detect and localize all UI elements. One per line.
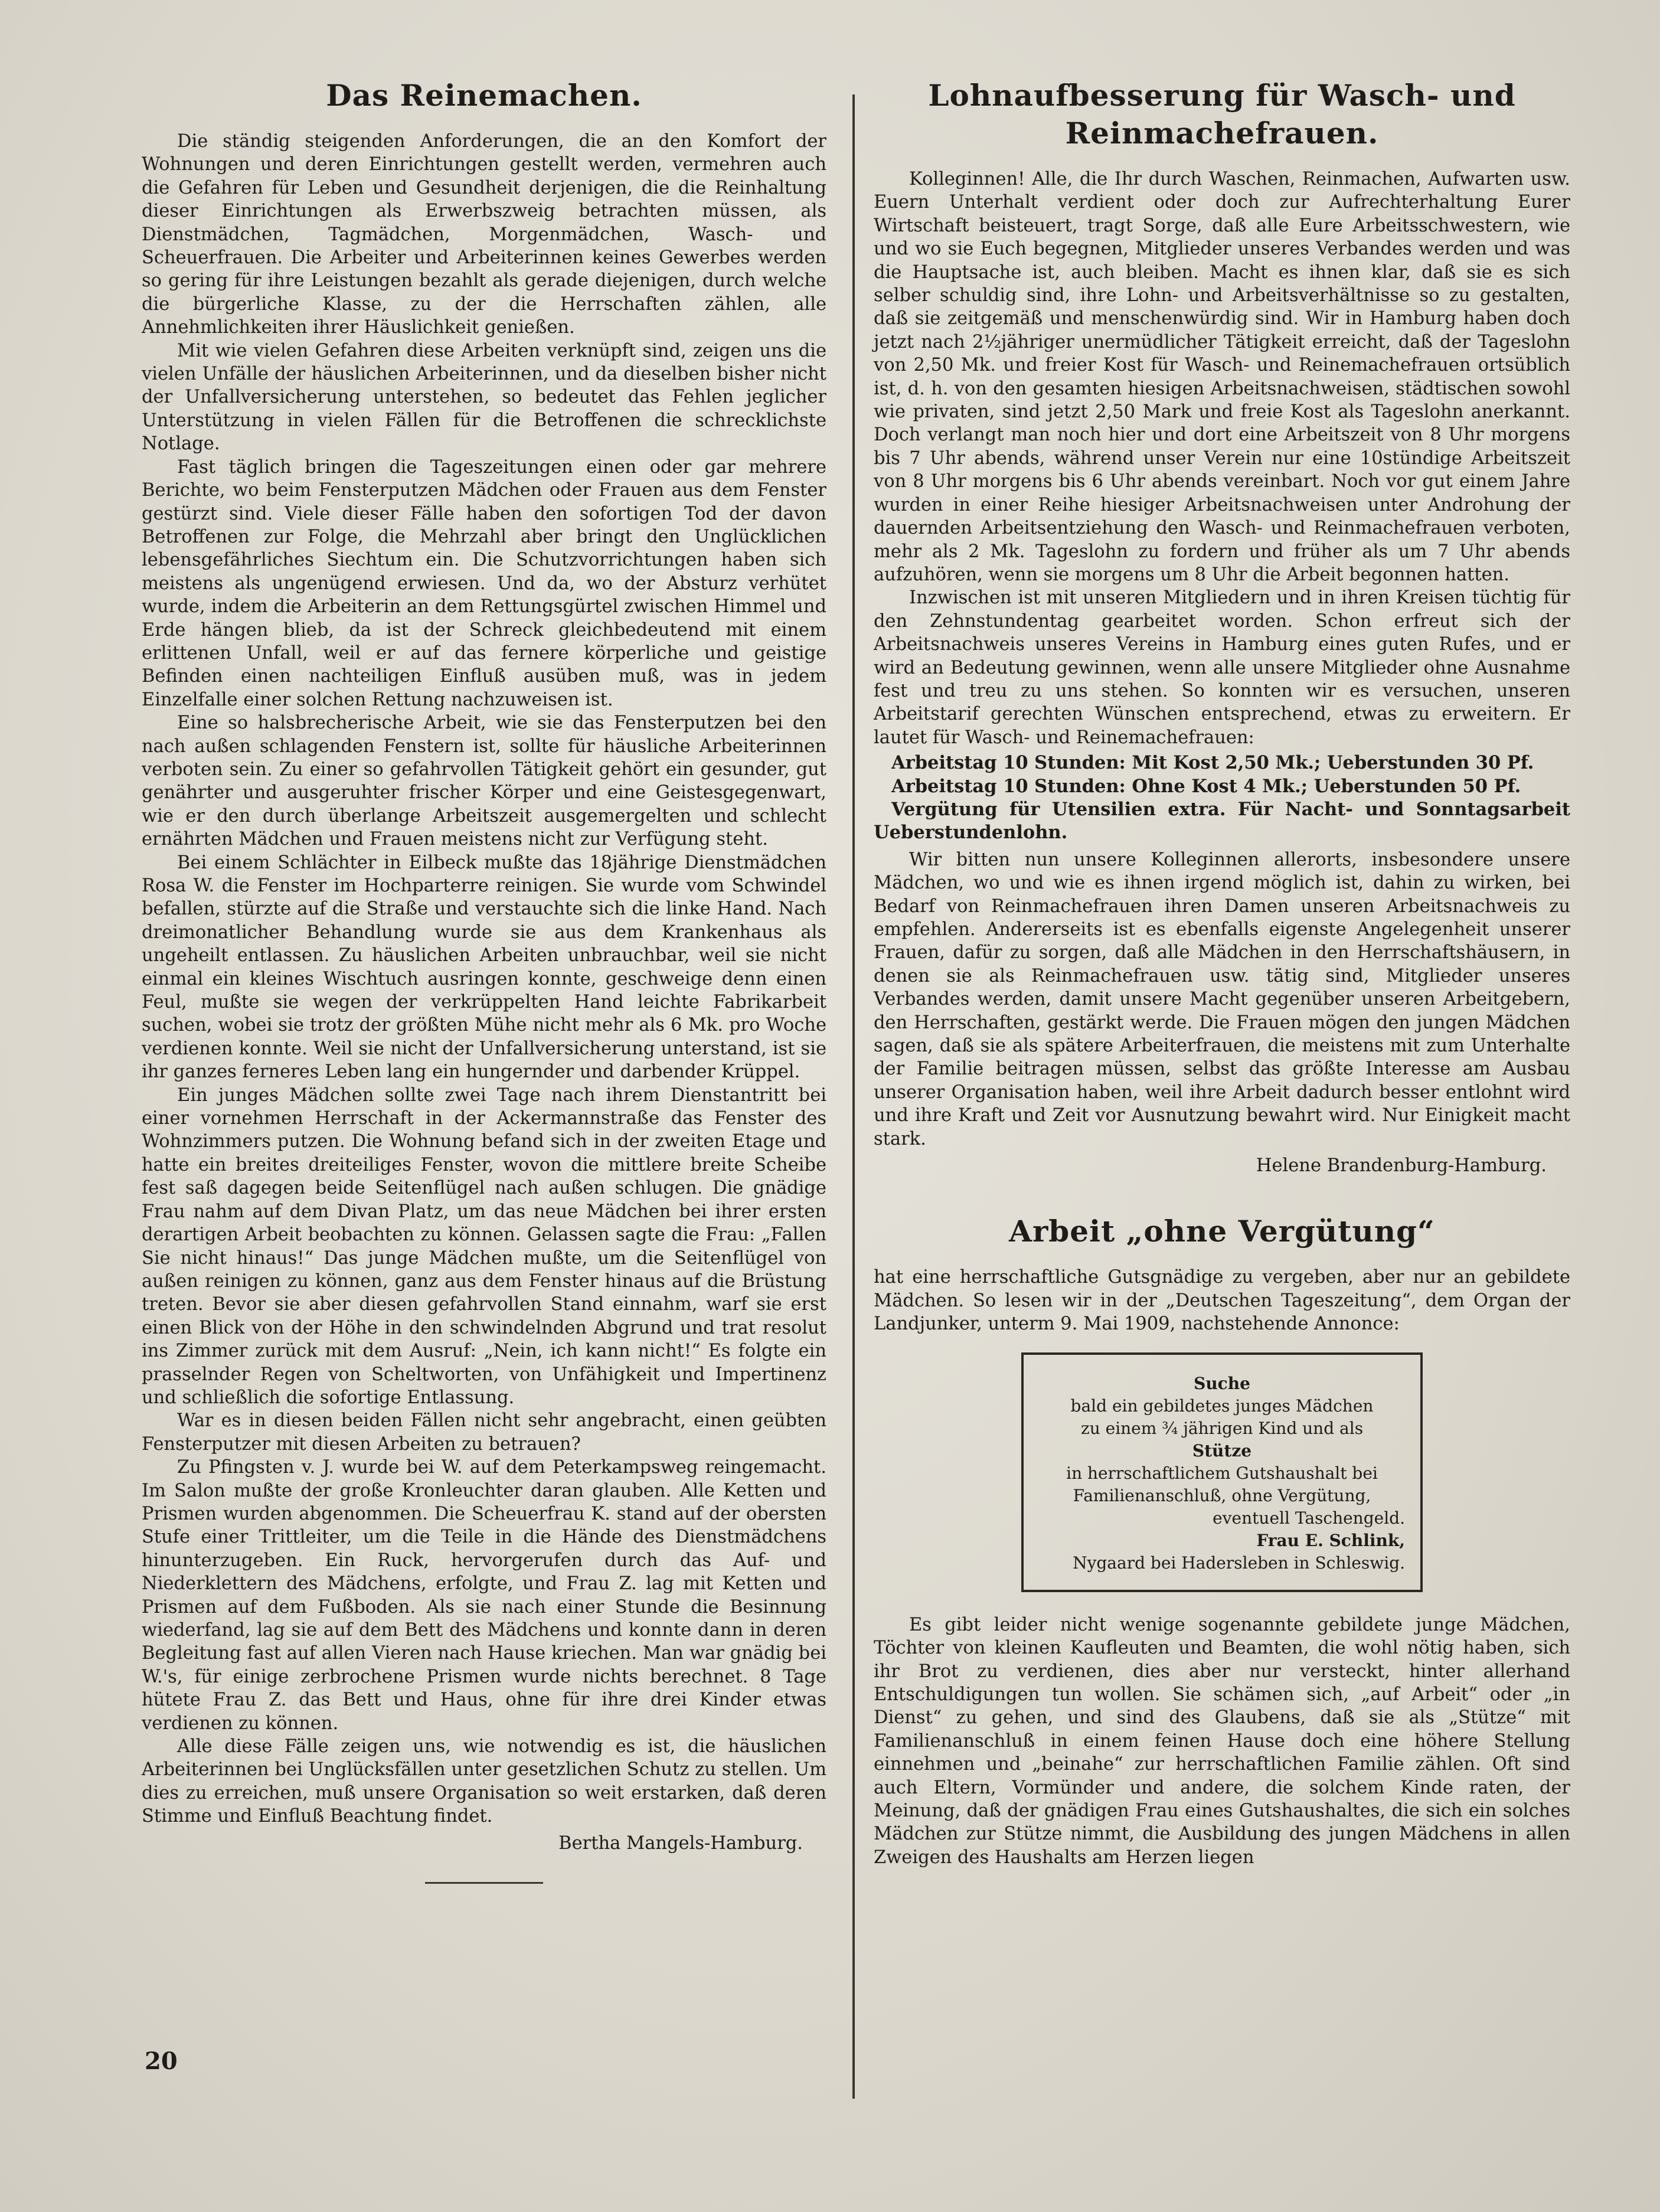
paragraph: Zu Pfingsten v. J. wurde bei W. auf dem Peterkampsweg reingemacht. Im Salon mußte der große Kronleuchter daran glauben. Alle Ketten und Prismen wurden abgenommen. Die Scheuerfrau K. stand auf der obersten Stufe einer Trittleiter, um die Teile in die Hände des Dienstmädchens hinunterzugeben. Ein Ruck, hervorgerufen durch das Auf- und Niederklettern des Mädchens, erfolgte, und Frau Z. lag mit Ketten und Prismen auf dem Fußboden. Als sie nach einer Stunde die Besinnung wiederfand, lag sie auf dem Bett des Mädchens und konnte dann in deren Begleitung fast auf allen Vieren nach Hause kriechen. Man war gnädig bei W.'s, für einige zerbrochene Prismen wurde nichts berechnet. 8 Tage hütete Frau Z. das Bett und Haus, ohne für ihre drei Kinder etwas verdienen zu können. (142, 1457, 826, 1734)
article-title: Das Reinemachen. (326, 78, 642, 113)
page-number: 20 (145, 2047, 178, 2075)
article-title: Lohnaufbesserung für Wasch- und Reinmachefrauen. (928, 78, 1516, 151)
author-signature: Bertha Mangels-Hamburg. (558, 1832, 803, 1854)
tariff-line: Arbeitstag 10 Stunden: Ohne Kost 4 Mk.; Ueberstunden 50 Pf. (891, 775, 1521, 797)
paragraph: Alle diese Fälle zeigen uns, wie notwendig es ist, die häuslichen Arbeiterinnen bei Unglücksfällen unter gesetzlichen Schutz zu stellen. Um dies zu erreichen, muß unsere Organisation so weit erstarken, daß deren Stimme und Einfluß Beachtung findet. (142, 1736, 826, 1827)
tariff-line: Vergütung für Utensilien extra. Für Nacht- und Sonntagsarbeit Ueberstundenlohn. (874, 798, 1570, 844)
paragraph: Mit wie vielen Gefahren diese Arbeiten verknüpft sind, zeigen uns die vielen Unfälle der häuslichen Arbeiterinnen, und da dieselben bisher nicht der Unfallversicherung unterstehen, so bedeutet das Fehlen jeglicher Unterstützung in vielen Fällen für die Betroffenen die schrecklichste Notlage. (142, 340, 826, 455)
advertisement-box (1021, 1352, 1423, 1592)
paragraph: Bei einem Schlächter in Eilbeck mußte das 18jährige Dienstmädchen Rosa W. die Fenster im Hochparterre reinigen. Sie wurde vom Schwindel befallen, stürzte auf die Straße und verstauchte sich die linke Hand. Nach dreimonatlicher Behandlung wurde sie aus dem Krankenhaus als ungeheilt entlassen. Zu häuslichen Arbeiten unbrauchbar, weil sie nicht einmal ein kleines Wischtuch ausringen konnte, geschweige denn einen Feul, mußte sie wegen der verkrüppelten Hand leichte Fabrikarbeit suchen, wobei sie trotz der größten Mühe nicht mehr als 6 Mk. pro Woche verdienen konnte. Weil sie nicht der Unfallversicherung unterstand, ist sie ihr ganzes ferneres Leben lang ein hungernder und darbender Krüppel. (142, 852, 826, 1083)
ad-line: in herrschaftlichem Gutshaushalt bei (1066, 1463, 1378, 1483)
ad-name: Frau E. Schlink, (1256, 1530, 1405, 1550)
ad-line: bald ein gebildetes junges Mädchen (1070, 1396, 1374, 1416)
end-rule (425, 1882, 543, 1884)
author-signature: Helene Brandenburg-Hamburg. (1256, 1155, 1547, 1177)
paragraph: Kolleginnen! Alle, die Ihr durch Waschen, Reinmachen, Aufwarten usw. Euern Unterhalt verdient oder doch zur Aufrechterhaltung Eurer Wirtschaft beisteuert, tragt Sorge, daß alle Eure Arbeitsschwestern, wie und wo sie Euch begegnen, Mitglieder unseres Verbandes werden und was die Hauptsache ist, auch bleiben. Macht es ihnen klar, daß sie es sich selber schuldig sind, ihre Lohn- und Arbeitsverhältnisse so zu gestalten, daß sie zeitgemäß und menschenwürdig sind. Wir in Hamburg haben doch jetzt nach 2½jähriger unermüdlicher Tätigkeit erreicht, daß der Tageslohn von 2,50 Mk. und freier Kost für Wasch- und Reinemachefrauen ortsüblich ist, d. h. von den gesamten hiesigen Arbeitsnachweisen, städtischen sowohl wie privaten, sind jetzt 2,50 Mark und freie Kost als Tageslohn anerkannt. Doch verlangt man noch hier und dort eine Arbeitszeit von 8 Uhr morgens bis 7 Uhr abends, während unser Verein nur eine 10stündige Arbeitszeit von 8 Uhr morgens bis 6 Uhr abends vereinbart. Noch vor gut einem Jahre wurden in einer Reihe hiesiger Arbeitsnachweisen unter Androhung der dauernden Arbeitsentziehung den Wasch- und Reinmachefrauen verboten, mehr als 2 Mk. Tageslohn zu fordern und früher als um 7 Uhr abends aufzuhören, wenn sie morgens um 8 Uhr die Arbeit begonnen hatten. (874, 169, 1570, 585)
ad-heading: Stütze (1192, 1440, 1252, 1460)
paragraph: Wir bitten nun unsere Kolleginnen allerorts, insbesondere unsere Mädchen, wo und wie es ihnen irgend möglich ist, dahin zu wirken, bei Bedarf von Reinmachefrauen ihren Damen unseren Arbeitsnachweis zu empfehlen. Andererseits ist es ebenfalls eigenste Angelegenheit unserer Frauen, dafür zu sorgen, daß alle Mädchen in den Herrschaftshäusern, in denen sie als Reinmachefrauen usw. tätig sind, Mitglieder unseres Verbandes werden, damit unsere Macht gegenüber unseren Arbeitgebern, den Herrschaften, gestärkt werde. Die Frauen mögen den jungen Mädchen sagen, daß sie als spätere Arbeiterfrauen, die meistens mit zum Unterhalte der Familie beitragen müssen, selbst das größte Interesse am Ausbau unserer Organisation haben, weil ihre Arbeit dadurch besser entlohnt wird und ihre Kraft und Zeit vor Ausnutzung bewahrt wird. Nur Einigkeit macht stark. (874, 849, 1570, 1149)
paragraph: Eine so halsbrecherische Arbeit, wie sie das Fensterputzen bei den nach außen schlagenden Fenstern ist, sollte für häusliche Arbeiterinnen verboten sein. Zu einer so gefahrvollen Tätigkeit gehört ein gesunder, gut genährter und ausgeruhter frischer Körper und eine Geistesgegenwart, wie er den durch überlange Arbeitszeit ausgemergelten und schlecht ernährten Mädchen und Frauen meistens nicht zur Verfügung steht. (142, 713, 826, 850)
paragraph: War es in diesen beiden Fällen nicht sehr angebracht, einen geübten Fensterputzer mit diesen Arbeiten zu betrauen? (142, 1410, 826, 1455)
article-das-reinemachen (142, 77, 826, 1884)
ad-line: eventuell Taschengeld. (1213, 1508, 1405, 1528)
tariff-line: Arbeitstag 10 Stunden: Mit Kost 2,50 Mk.; Ueberstunden 30 Pf. (891, 752, 1534, 774)
paragraph: Die ständig steigenden Anforderungen, die an den Komfort der Wohnungen und deren Einrichtungen gestellt werden, vermehren auch die Gefahren für Leben und Gesundheit derjenigen, die die Reinhaltung dieser Einrichtungen als Erwerbszweig betrachten müssen, als Dienstmädchen, Tagmädchen, Morgenmädchen, Wasch- und Scheuerfrauen. Die Arbeiter und Arbeiterinnen keines Gewerbes werden so gering für ihre Leistungen bezahlt als gerade diejenigen, durch welche die bürgerliche Klasse, zu der die Herrschaften zählen, alle Annehmlichkeiten ihrer Häuslichkeit genießen. (142, 131, 826, 338)
paragraph: Ein junges Mädchen sollte zwei Tage nach ihrem Dienstantritt bei einer vornehmen Herrschaft in der Ackermannstraße das Fenster des Wohnzimmers putzen. Die Wohnung befand sich in der zweiten Etage und hatte ein breites dreiteiliges Fenster, wovon die mittlere breite Scheibe fest saß dagegen beide Seitenflügel nach außen schlugen. Die gnädige Frau nahm auf dem Divan Platz, um das neue Mädchen bei ihrer ersten derartigen Arbeit beobachten zu können. Gelassen sagte die Frau: „Fallen Sie nicht hinaus!“ Das junge Mädchen mußte, um die Seitenflügel von außen reinigen zu können, ganz aus dem Fenster hinaus auf die Brüstung treten. Bevor sie aber diesen gefahrvollen Stand einnahm, warf sie erst einen Blick von der Höhe in den schwindelnden Abgrund und trat resolut ins Zimmer zurück mit dem Ausruf: „Nein, ich kann nicht!“ Es folgte ein prasselnder Regen von Scheltworten, von Unfähigkeit und Impertinenz und schließlich die sofortige Entlassung. (142, 1084, 826, 1408)
paragraph: Inzwischen ist mit unseren Mitgliedern und in ihren Kreisen tüchtig für den Zehnstundentag gearbeitet worden. Schon erfreut sich der Arbeitsnachweis unseres Vereins in Hamburg eines guten Rufes, und er wird an Bedeutung gewinnen, wenn alle unsere Mitglieder ohne Ausnahme fest und treu zu uns stehen. So konnten wir es versuchen, unseren Arbeitstarif gerechten Wünschen entsprechend, etwas zu erweitern. Er lautet für Wasch- und Reinemachefrauen: (874, 587, 1570, 748)
paragraph: Fast täglich bringen die Tageszeitungen einen oder gar mehrere Berichte, wo beim Fensterputzen Mädchen oder Frauen aus dem Fenster gestürzt sind. Viele dieser Fälle haben den sofortigen Tod der davon Betroffenen zur Folge, die Mehrzahl aber bringt den Unglücklichen lebensgefährliches Siechtum ein. Die Schutzvorrichtungen haben sich meistens als ungenügend erwiesen. Und da, wo der Absturz verhütet wurde, indem die Arbeiterin an dem Rettungsgürtel zwischen Himmel und Erde hängen blieb, da ist der Schreck gleichbedeutend mit einem erlittenen Unfall, weil er auf das fernere körperliche und geistige Befinden einen nachteiligen Einfluß ausüben muß, was in jedem Einzelfalle einer solchen Rettung nachzuweisen ist. (142, 456, 826, 710)
paragraph: Es gibt leider nicht wenige sogenannte gebildete junge Mädchen, Töchter von kleinen Kaufleuten und Beamten, die wohl nötig haben, sich ihr Brot zu verdienen, dies aber nur versteckt, hinter allerhand Entschuldigungen tun wollen. Sie schämen sich, „auf Arbeit“ oder „in Dienst“ zu gehen, und sind des Glaubens, daß sie als „Stütze“ mit Familienanschluß in einem feinen Hause doch eine höhere Stellung einnehmen und „beinahe“ zur herrschaftlichen Familie zählen. Oft sind auch Eltern, Vormünder und andere, die solchem Kinde raten, der Meinung, daß der gnädigen Frau eines Gutshaushaltes, die sich ein solches Mädchen zur Stütze nimmt, die Ausbildung des jungen Mädchens in allen Zweigen des Haushalts am Herzen liegen (874, 1614, 1570, 1868)
ad-heading: Suche (1194, 1373, 1250, 1393)
paragraph: hat eine herrschaftliche Gutsgnädige zu vergeben, aber nur an gebildete Mädchen. So lesen wir in der „Deutschen Tageszeitung“, dem Organ der Landjunker, unterm 9. Mai 1909, nachstehende Annonce: (874, 1267, 1570, 1335)
ad-line: zu einem ¾ jährigen Kind und als (1080, 1418, 1364, 1438)
column-divider (852, 94, 855, 2099)
article-lohnaufbesserung (874, 77, 1570, 1869)
article-title-2: Arbeit „ohne Vergütung“ (1009, 1214, 1435, 1249)
ad-line: Familienanschluß, ohne Vergütung, (1073, 1485, 1371, 1505)
wage-tariff (874, 752, 1570, 845)
ad-place: Nygaard bei Hadersleben in Schleswig. (1073, 1553, 1405, 1573)
